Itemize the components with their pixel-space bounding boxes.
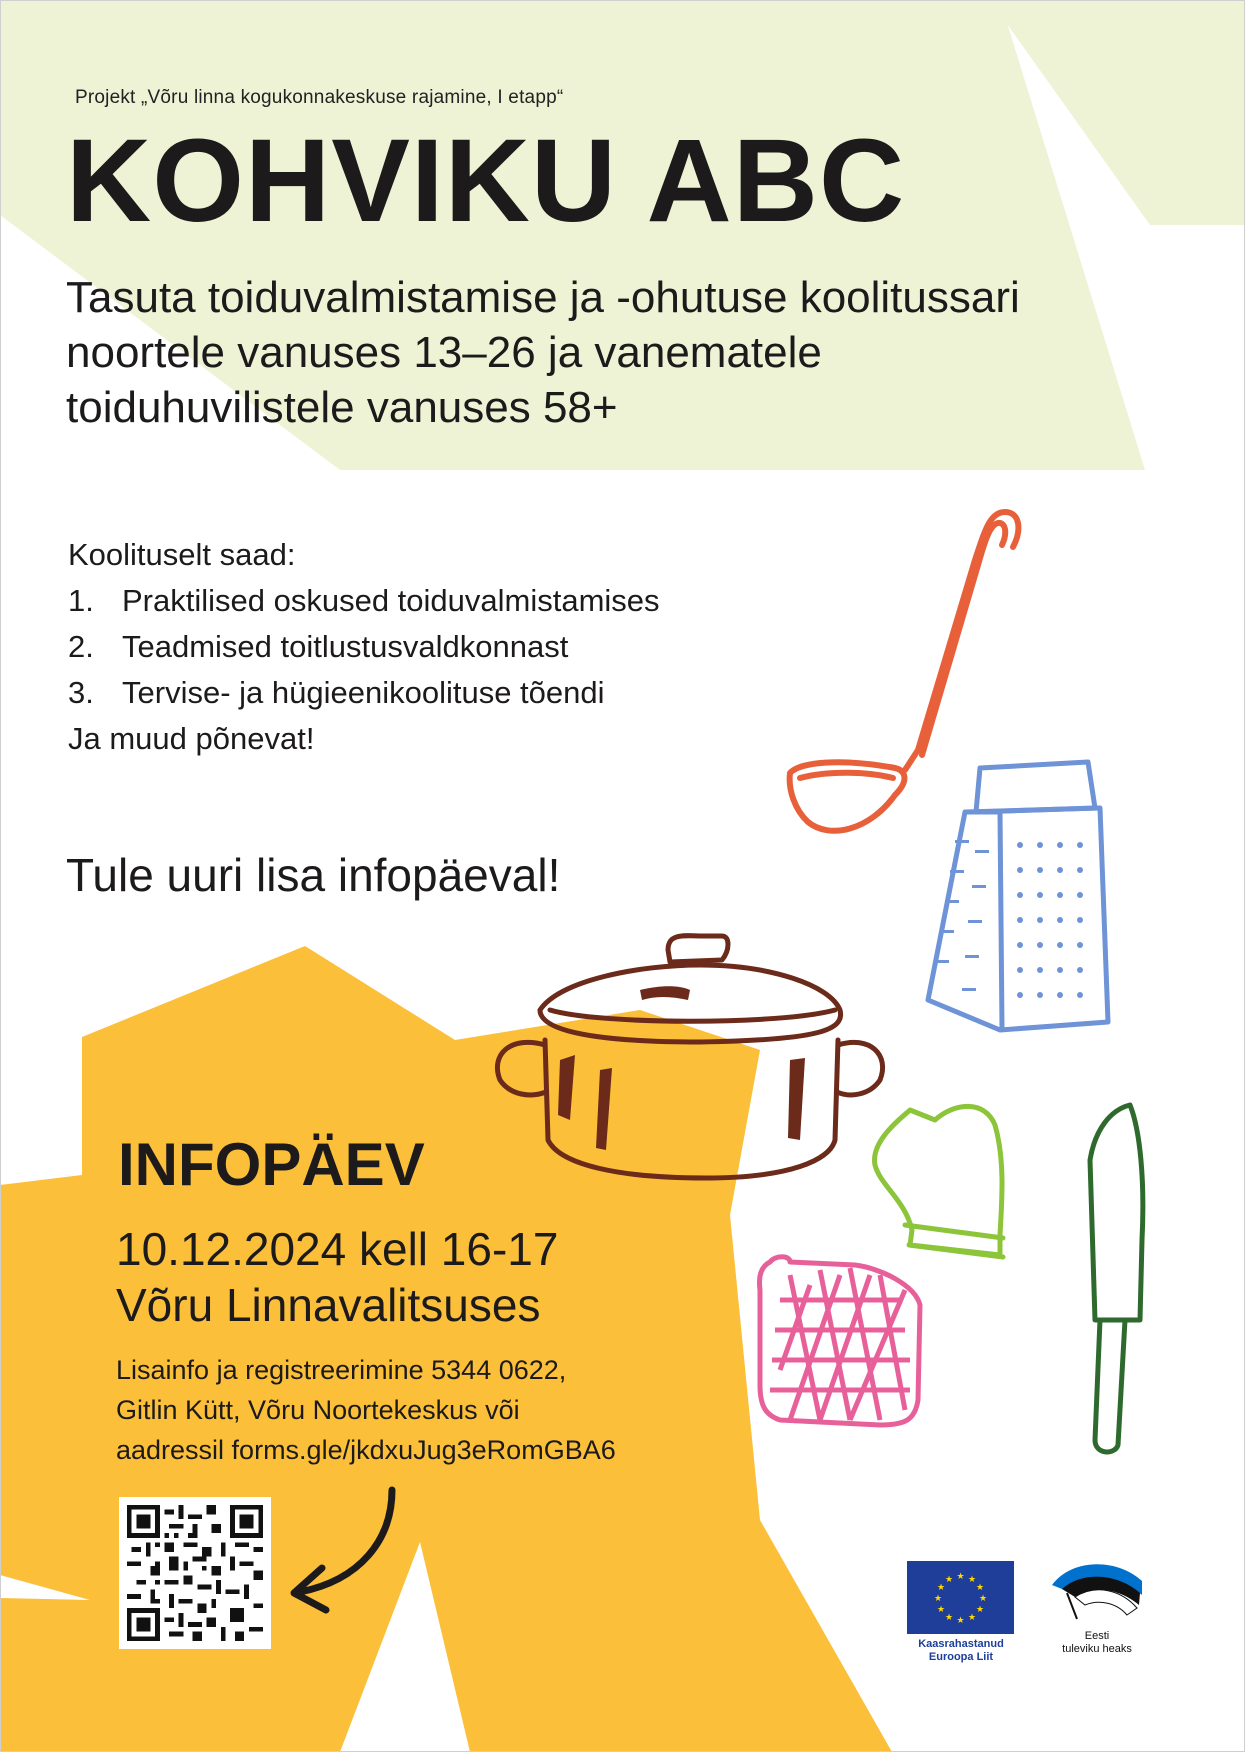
qr-code[interactable] [119, 1497, 271, 1649]
infoday-datetime: 10.12.2024 kell 16-17 [116, 1223, 559, 1275]
svg-text:★: ★ [933, 1594, 943, 1604]
svg-text:★: ★ [936, 1583, 946, 1593]
eu-caption-line: Euroopa Liit [928, 1651, 994, 1663]
svg-text:★: ★ [975, 1605, 985, 1615]
list-item-text: Tervise- ja hügieenikoolituse tõendi [122, 675, 605, 710]
svg-text:★: ★ [944, 1575, 954, 1585]
infoday-datetime-place [116, 1221, 558, 1333]
eu-logo [907, 1561, 1015, 1664]
infoday-heading: INFOPÄEV [118, 1131, 425, 1198]
svg-text:★: ★ [956, 1616, 965, 1626]
qr-code-pattern [127, 1505, 263, 1641]
benefits-list [68, 532, 660, 762]
estonia-caption-line: tuleviku heaks [1062, 1643, 1132, 1655]
arrow-icon [280, 1480, 410, 1620]
infoday-details-line: aadressil forms.gle/jkdxuJug3eRomGBA6 [116, 1435, 616, 1465]
call-to-action: Tule uuri lisa infopäeval! [66, 849, 561, 901]
project-label: Projekt „Võru linna kogukonnakeskuse rajamine, I etapp“ [75, 87, 564, 108]
list-item-text: Praktilised oskused toiduvalmistamises [122, 583, 660, 618]
infoday-details-line: Gitlin Kütt, Võru Noortekeskus või [116, 1395, 520, 1425]
infoday-place: Võru Linnavalitsuses [116, 1279, 541, 1331]
estonia-swallow-icon [1047, 1553, 1147, 1623]
svg-text:★: ★ [967, 1613, 977, 1623]
svg-text:★: ★ [936, 1605, 946, 1615]
svg-text:★: ★ [967, 1575, 977, 1585]
page-subtitle: Tasuta toiduvalmistamise ja -ohutuse koolitussari noortele vanuses 13–26 ja vanematele toiduhuvilistele vanuses 58+ [66, 273, 1020, 432]
eu-caption-line: Kaasrahastanud [918, 1638, 1004, 1650]
eu-flag [907, 1561, 1014, 1634]
eu-caption [907, 1638, 1015, 1664]
list-item-number: 3. [68, 675, 94, 710]
list-item [68, 624, 660, 670]
list-item-number: 2. [68, 629, 94, 664]
estonia-logo [1047, 1553, 1147, 1656]
page-title: KOHVIKU ABC [66, 115, 906, 247]
estonia-caption-line: Eesti [1084, 1630, 1110, 1642]
svg-text:★: ★ [975, 1583, 985, 1593]
infoday-details [116, 1350, 736, 1470]
list-item-number: 1. [68, 583, 94, 618]
eu-stars-icon [907, 1561, 1014, 1634]
svg-text:★: ★ [956, 1572, 965, 1582]
estonia-caption [1047, 1630, 1147, 1656]
svg-text:★: ★ [944, 1613, 954, 1623]
infoday-details-line: Lisainfo ja registreerimine 5344 0622, [116, 1355, 567, 1385]
benefits-intro: Koolituselt saad: [68, 537, 296, 572]
list-item-text: Teadmised toitlustusvaldkonnast [122, 629, 569, 664]
list-item [68, 578, 660, 624]
benefits-outro: Ja muud põnevat! [68, 721, 315, 756]
svg-text:★: ★ [978, 1594, 988, 1604]
list-item [68, 670, 660, 716]
